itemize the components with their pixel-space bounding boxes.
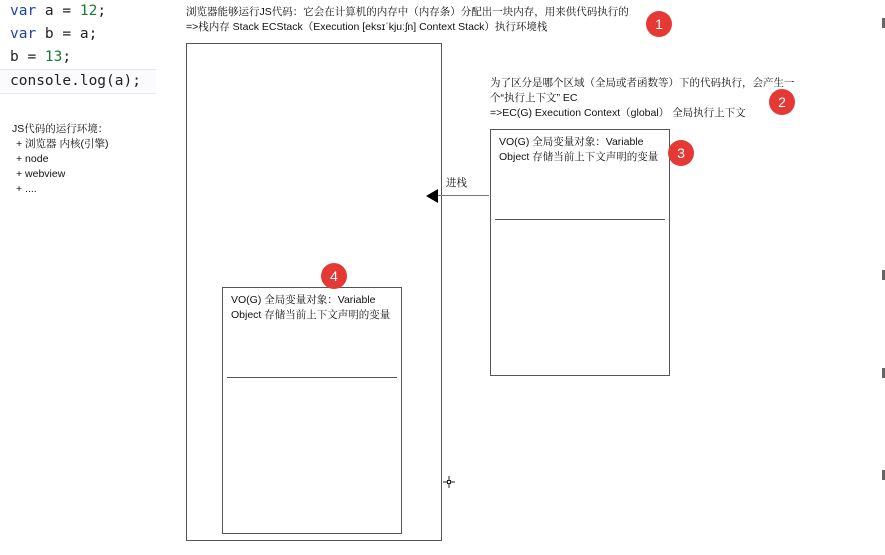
env-item: + node — [16, 153, 49, 165]
code-line-3 — [0, 46, 156, 69]
code-number: 12 — [79, 3, 98, 19]
env-item: + 浏览器 内核(引擎) — [16, 138, 109, 150]
vo-right-line-1: VO(G) 全局变量对象：Variable — [499, 136, 644, 148]
code-line-1 — [0, 0, 156, 23]
runtime-environment-notes — [12, 122, 108, 197]
stack-note-line-1: 浏览器能够运行JS代码：它会在计算机的内存中（内存条）分配出一块内存，用来供代码执行的 — [186, 6, 629, 18]
code-line-2 — [0, 23, 156, 46]
badge-4: 4 — [321, 263, 347, 289]
push-stack-label: 进栈 — [446, 177, 467, 189]
arrow-left-icon — [426, 189, 438, 203]
vo-divider — [495, 219, 665, 220]
env-title: JS代码的运行环境： — [12, 123, 109, 135]
code-line-4 — [0, 69, 156, 94]
code-text: b = a; — [36, 26, 98, 42]
vo-inner-line-1: VO(G) 全局变量对象：Variable — [231, 294, 376, 306]
code-text: a = — [36, 3, 80, 19]
code-editor — [0, 0, 156, 94]
code-number: 13 — [44, 49, 63, 65]
code-keyword: var — [10, 26, 37, 42]
vo-right-line-2: Object 存储当前上下文声明的变量 — [499, 151, 659, 163]
badge-2: 2 — [769, 89, 795, 115]
ec-note-line-3: =>EC(G) Execution Context（global） 全局执行上下文 — [490, 107, 746, 119]
move-cursor-icon — [443, 476, 455, 488]
ec-note-line-1: 为了区分是哪个区域（全局或者函数等）下的代码执行，会产生一 — [490, 77, 795, 89]
code-text: ; — [62, 49, 72, 65]
vo-divider — [227, 377, 397, 378]
code-keyword: var — [10, 3, 37, 19]
code-text: ; — [97, 3, 107, 19]
env-item: + .... — [16, 183, 37, 195]
push-arrow-line — [437, 195, 489, 196]
ec-global-box — [490, 129, 670, 376]
code-text: console.log(a); — [10, 73, 141, 89]
ec-note-line-2: 个“执行上下文” EC — [490, 92, 578, 104]
code-text: b = — [10, 49, 45, 65]
env-item: + webview — [16, 168, 66, 180]
stack-note-line-2: =>栈内存 Stack ECStack（Execution [eksɪˈkjuːʃn] Context Stack）执行环境栈 — [186, 21, 548, 33]
badge-1: 1 — [646, 11, 672, 37]
badge-3: 3 — [668, 140, 694, 166]
vo-inner-line-2: Object 存储当前上下文声明的变量 — [231, 309, 391, 321]
ec-global-inner-box — [222, 287, 402, 534]
